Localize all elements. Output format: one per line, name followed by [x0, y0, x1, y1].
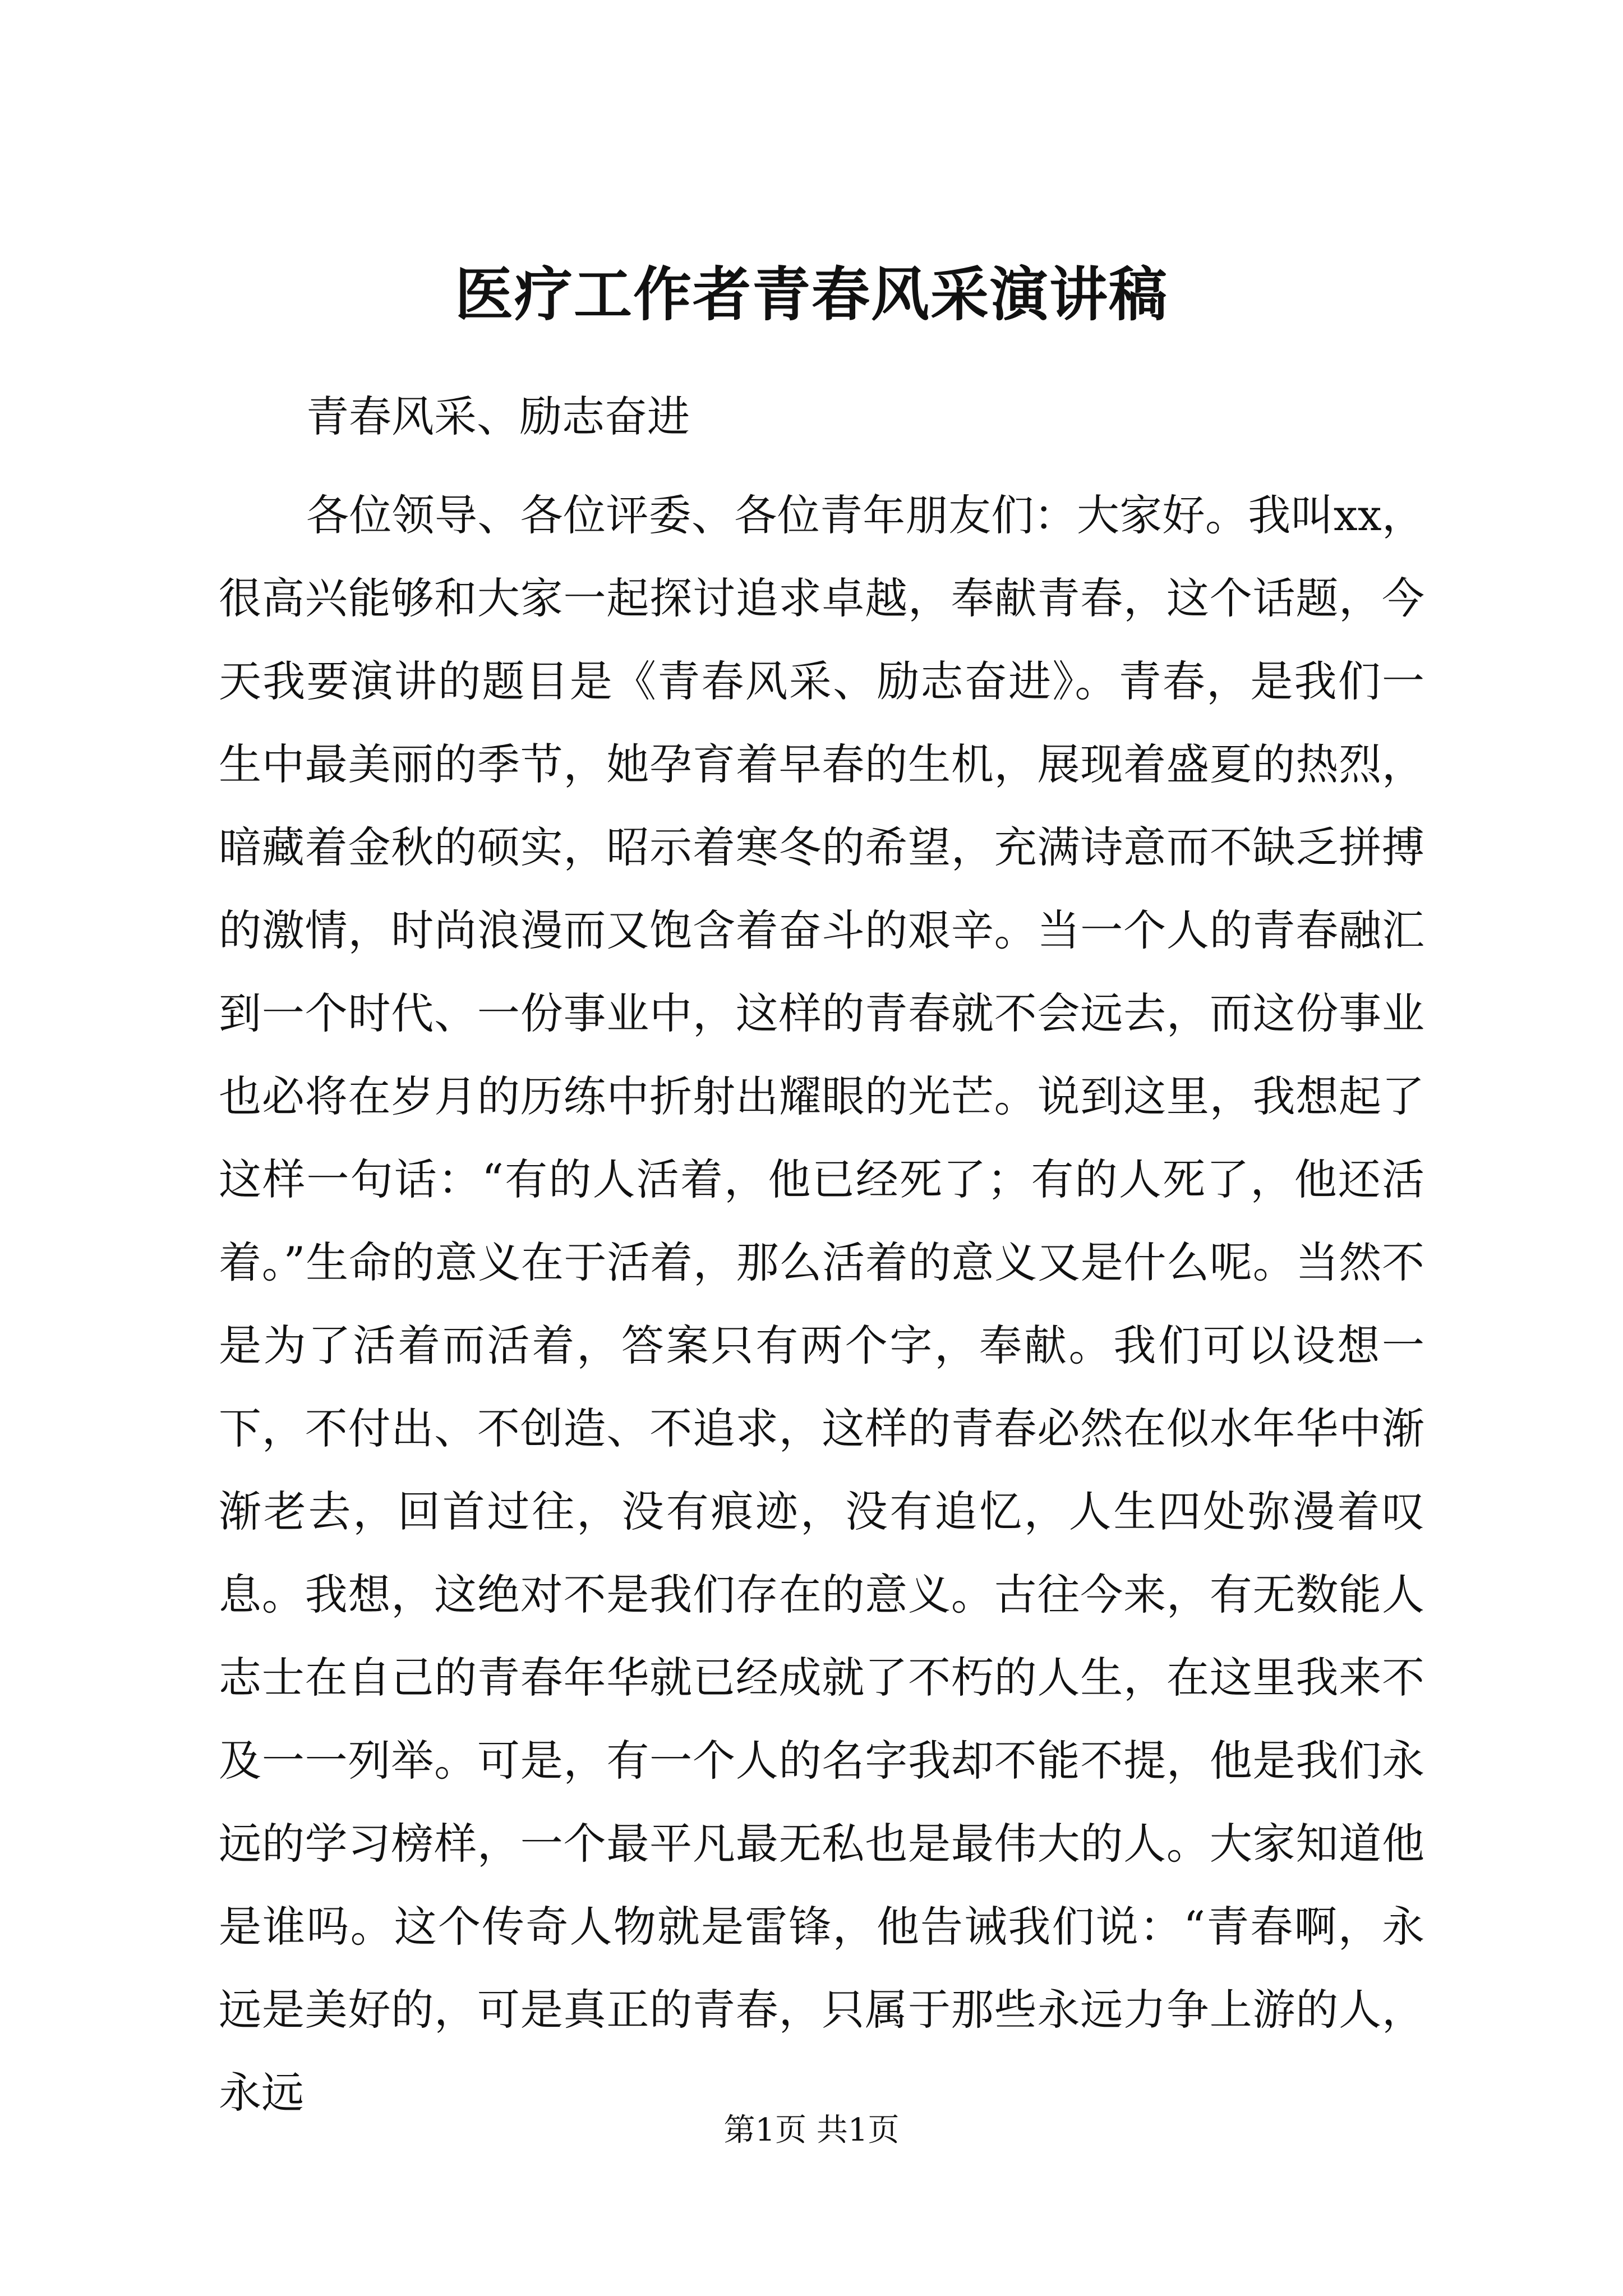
- body-paragraph: 各位领导、各位评委、各位青年朋友们：大家好。我叫xx，很高兴能够和大家一起探讨追求卓越，奉献青春，这个话题，今天我要演讲的题目是《青春风采、励志奋进》。青春，是我们一生中最美丽的季节，她孕育着早春的生机，展现着盛夏的热烈，暗藏着金秋的硕实，昭示着寒冬的希望，充满诗意而不缺乏拼搏的激情，时尚浪漫而又饱含着奋斗的艰辛。当一个人的青春融汇到一个时代、一份事业中，这样的青春就不会远去，而这份事业也必将在岁月的历练中折射出耀眼的光芒。说到这里，我想起了这样一句话：“有的人活着，他已经死了；有的人死了，他还活着。”生命的意义在于活着，那么活着的意义又是什么呢。当然不是为了活着而活着，答案只有两个字，奉献。我们可以设想一下，不付出、不创造、不追求，这样的青春必然在似水年华中渐渐老去，回首过往，没有痕迹，没有追忆，人生四处弥漫着叹息。我想，这绝对不是我们存在的意义。古往今来，有无数能人志士在自己的青春年华就已经成就了不朽的人生，在这里我来不及一一列举。可是，有一个人的名字我却不能不提，他是我们永远的学习榜样，一个最平凡最无私也是最伟大的人。大家知道他是谁吗。这个传奇人物就是雷锋，他告诫我们说：“青春啊，永远是美好的，可是真正的青春，只属于那些永远力争上游的人，永远: [219, 490, 1424, 2118]
- document-title: 医疗工作者青春风采演讲稿: [454, 260, 1168, 329]
- page-footer: 第1页 共1页: [723, 2112, 900, 2148]
- document-subtitle: 青春风采、励志奋进: [306, 392, 690, 441]
